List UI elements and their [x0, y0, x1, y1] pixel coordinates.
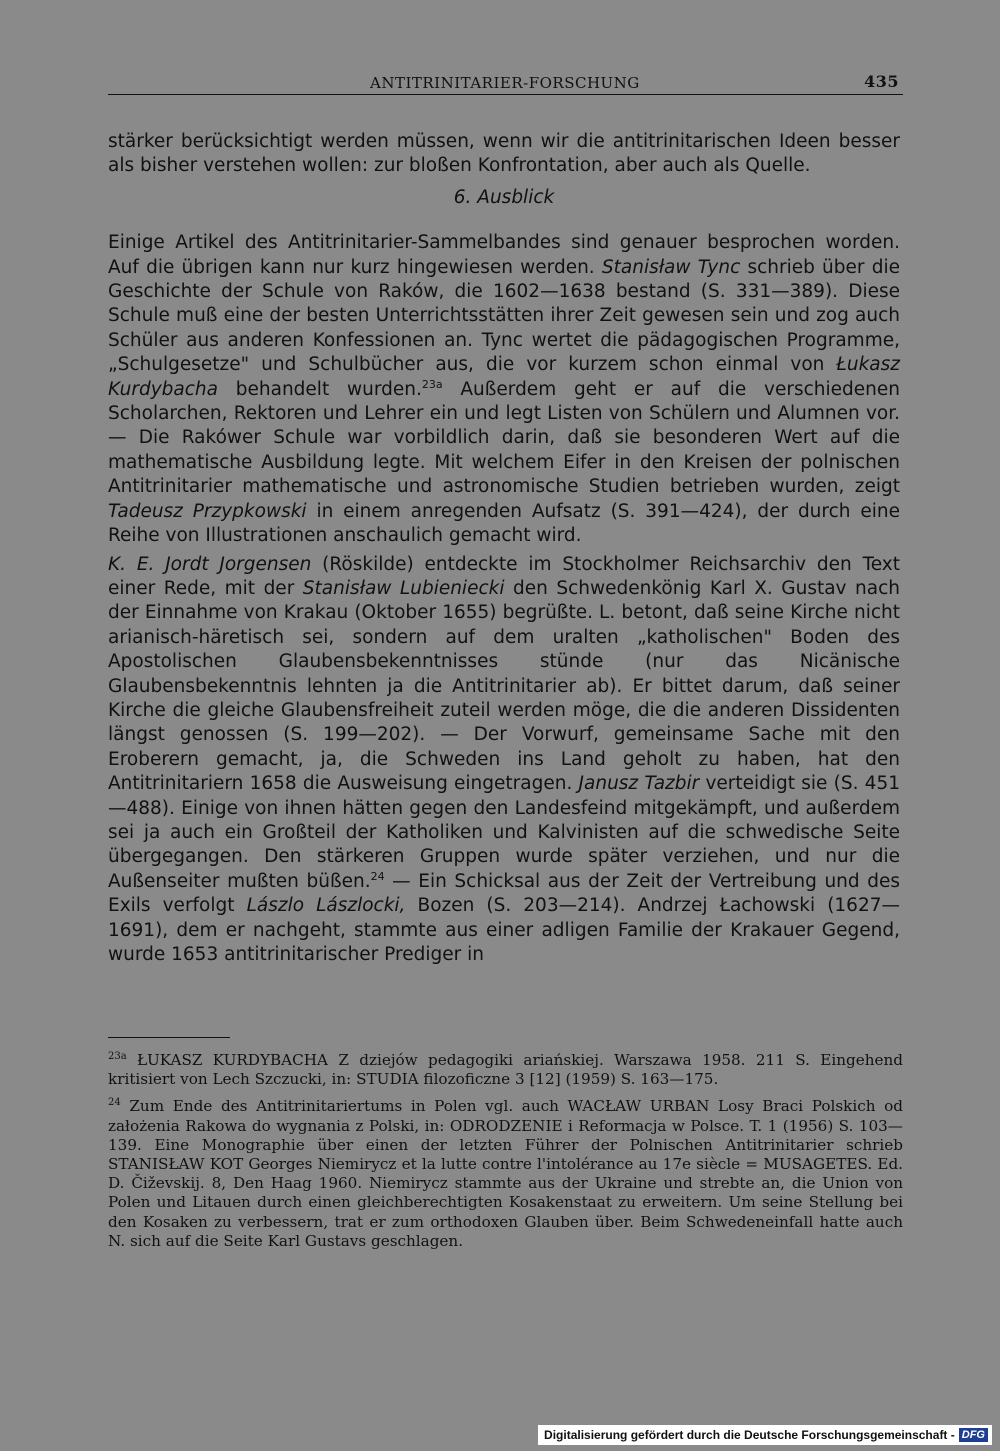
footnote-text: ŁUKASZ KURDYBACHA Z dziejów pedagogiki ariańskiej. Warszawa 1958. 211 S. Eingehend kritisiert von Lech Szczucki, in: STUDIA filozoficzne 3 [12] (1959) S. 163—175.	[108, 1051, 903, 1089]
text-run: verteidigt sie (S. 451—488). Einige von ihnen hätten gegen den Landesfeind mitgekämpft, und außerdem sei ja auch ein Großteil der Katholiken und Kalvinisten auf die schwedische Seite übergegangen. Den stärkeren Gruppen wurde später verziehen, und nur die Außenseiter mußten büßen.	[108, 773, 900, 892]
paragraph-continuation: stärker berücksichtigt werden müssen, wenn wir die antitrinitarischen Ideen besser als bisher verstehen wollen: zur bloßen Konfrontation, aber auch als Quelle.	[108, 131, 900, 177]
footnote-24	[108, 1097, 903, 1251]
main-text	[108, 130, 900, 967]
author-name: Janusz Tazbir	[578, 773, 700, 795]
author-name: Stanisław Lubieniecki	[302, 577, 505, 599]
footnote-marker: 24	[108, 1097, 121, 1109]
text-run: behandelt wurden.	[217, 378, 422, 400]
author-name: Lászlo Lászlocki,	[246, 895, 406, 917]
paragraph-tync	[108, 231, 900, 548]
footnote-divider	[108, 1037, 230, 1038]
footnote-ref[interactable]: 23a	[421, 377, 443, 391]
text-run: den Schwedenkönig Karl X. Gustav nach der Einnahme von Krakau (Oktober 1655) begrüßte. L. betont, daß seine Kirche nicht arianisch-häretisch sei, sondern auf dem uralten „katholischen" Boden des Apostolischen Glaubensbekenntnisses stünde (nur das Nicänische Glaubensbekenntnis lehnten ja die Antitrinitarier ab). Er bittet darum, daß seiner Kirche die gleiche Glaubensfreiheit zuteil werden möge, die die anderen Dissidenten längst genossen (S. 199—202). — Der Vorwurf, gemeinsame Sache mit den Eroberern gemacht, ja, die Schweden ins Land geholt zu haben, hat den Antitrinitariern 1658 die Ausweisung eingetragen.	[108, 577, 900, 795]
footnotes	[108, 1051, 903, 1259]
text-run: (Röskilde) entdeckte im Stockholmer Reichsarchiv den Text einer Rede, mit der	[108, 553, 901, 599]
page-number: 435	[864, 72, 899, 91]
author-name: Stanisław Tync	[601, 256, 741, 278]
footnote-ref[interactable]: 24	[370, 869, 385, 883]
text-run: Bozen (S. 203—214). Andrzej Łachowski (1627—1691), dem er nachgeht, stammte aus einer adligen Familie der Krakauer Gegend, wurde 1653 antitrinitarischer Prediger in	[108, 895, 900, 965]
text-run: Einige Artikel des Antitrinitarier-Sammelbandes sind genauer besprochen worden. Auf die übrigen kann nur kurz hingewiesen werden.	[108, 232, 900, 278]
section-heading: 6. Ausblick	[453, 186, 555, 208]
author-name: Tadeusz Przypkowski	[108, 500, 307, 522]
credit-text: Digitalisierung gefördert durch die Deutsche Forschungsgemeinschaft -	[544, 1428, 955, 1442]
author-name: K. E. Jordt Jorgensen	[108, 553, 312, 575]
text-run: schrieb über die Geschichte der Schule von Raków, die 1602—1638 bestand (S. 331—389). Diese Schule muß eine der besten Unterrichtsstätten ihrer Zeit gewesen sein und zog auch Schüler aus anderen Konfessionen an. Tync wertet die pädagogischen Programme, „Schulgesetze" und Schulbücher aus, die vor kurzem schon einmal von	[108, 256, 900, 376]
text-run: Außerdem geht er auf die verschiedenen Scholarchen, Rektoren und Lehrer ein und legt Listen von Schülern und Alumnen vor. — Die Rakówer Schule war vorbildlich darin, daß sie besonderen Wert auf die mathematische Ausbildung legte. Mit welchem Eifer in den Kreisen der polnischen Antitrinitarier mathematische und astronomische Studien betrieben wurden, zeigt	[108, 378, 900, 498]
text-run: in einem anregenden Aufsatz (S. 391—424), der durch eine Reihe von Illustrationen anschaulich gemacht wird.	[108, 500, 900, 547]
running-header	[108, 72, 903, 95]
paragraph-jorgensen	[108, 553, 900, 968]
footnote-text: Zum Ende des Antitrinitariertums in Polen vgl. auch WACŁAW URBAN Losy Braci Polskich od założenia Rakowa do wygnania z Polski, in: ODRODZENIE i Reformacja w Polsce. T. 1 (1956) S. 103—139. Eine Monographie über einen der letzten Führer der Polnischen Antitrinitarier schrieb STANISŁAW KOT Georges Niemirycz et la lutte contre l'intolérance au 17e siècle = MUSAGETES. Ed. D. Čiževskij. 8, Den Haag 1960. Niemirycz stammte aus der Ukraine und strebte an, die Union von Polen und Litauen durch einen gleichberechtigten Kosakenstaat zu erweitern. Um seine Stellung bei den Kosaken zu verbessern, trat er zum orthodoxen Glauben über. Beim Schwedeneinfall hatte auch N. sich auf die Seite Karl Gustavs geschlagen.	[108, 1097, 903, 1250]
text-run: — Ein Schicksal aus der Zeit der Vertreibung und des Exils verfolgt	[108, 870, 901, 917]
running-title: ANTITRINITARIER-FORSCHUNG	[370, 74, 640, 92]
digitization-credit[interactable]	[538, 1425, 992, 1445]
footnote-23a	[108, 1051, 903, 1089]
author-name: Łukasz Kurdybacha	[108, 354, 900, 400]
footnote-marker: 23a	[108, 1051, 127, 1062]
dfg-logo-icon: DFG	[959, 1428, 988, 1442]
